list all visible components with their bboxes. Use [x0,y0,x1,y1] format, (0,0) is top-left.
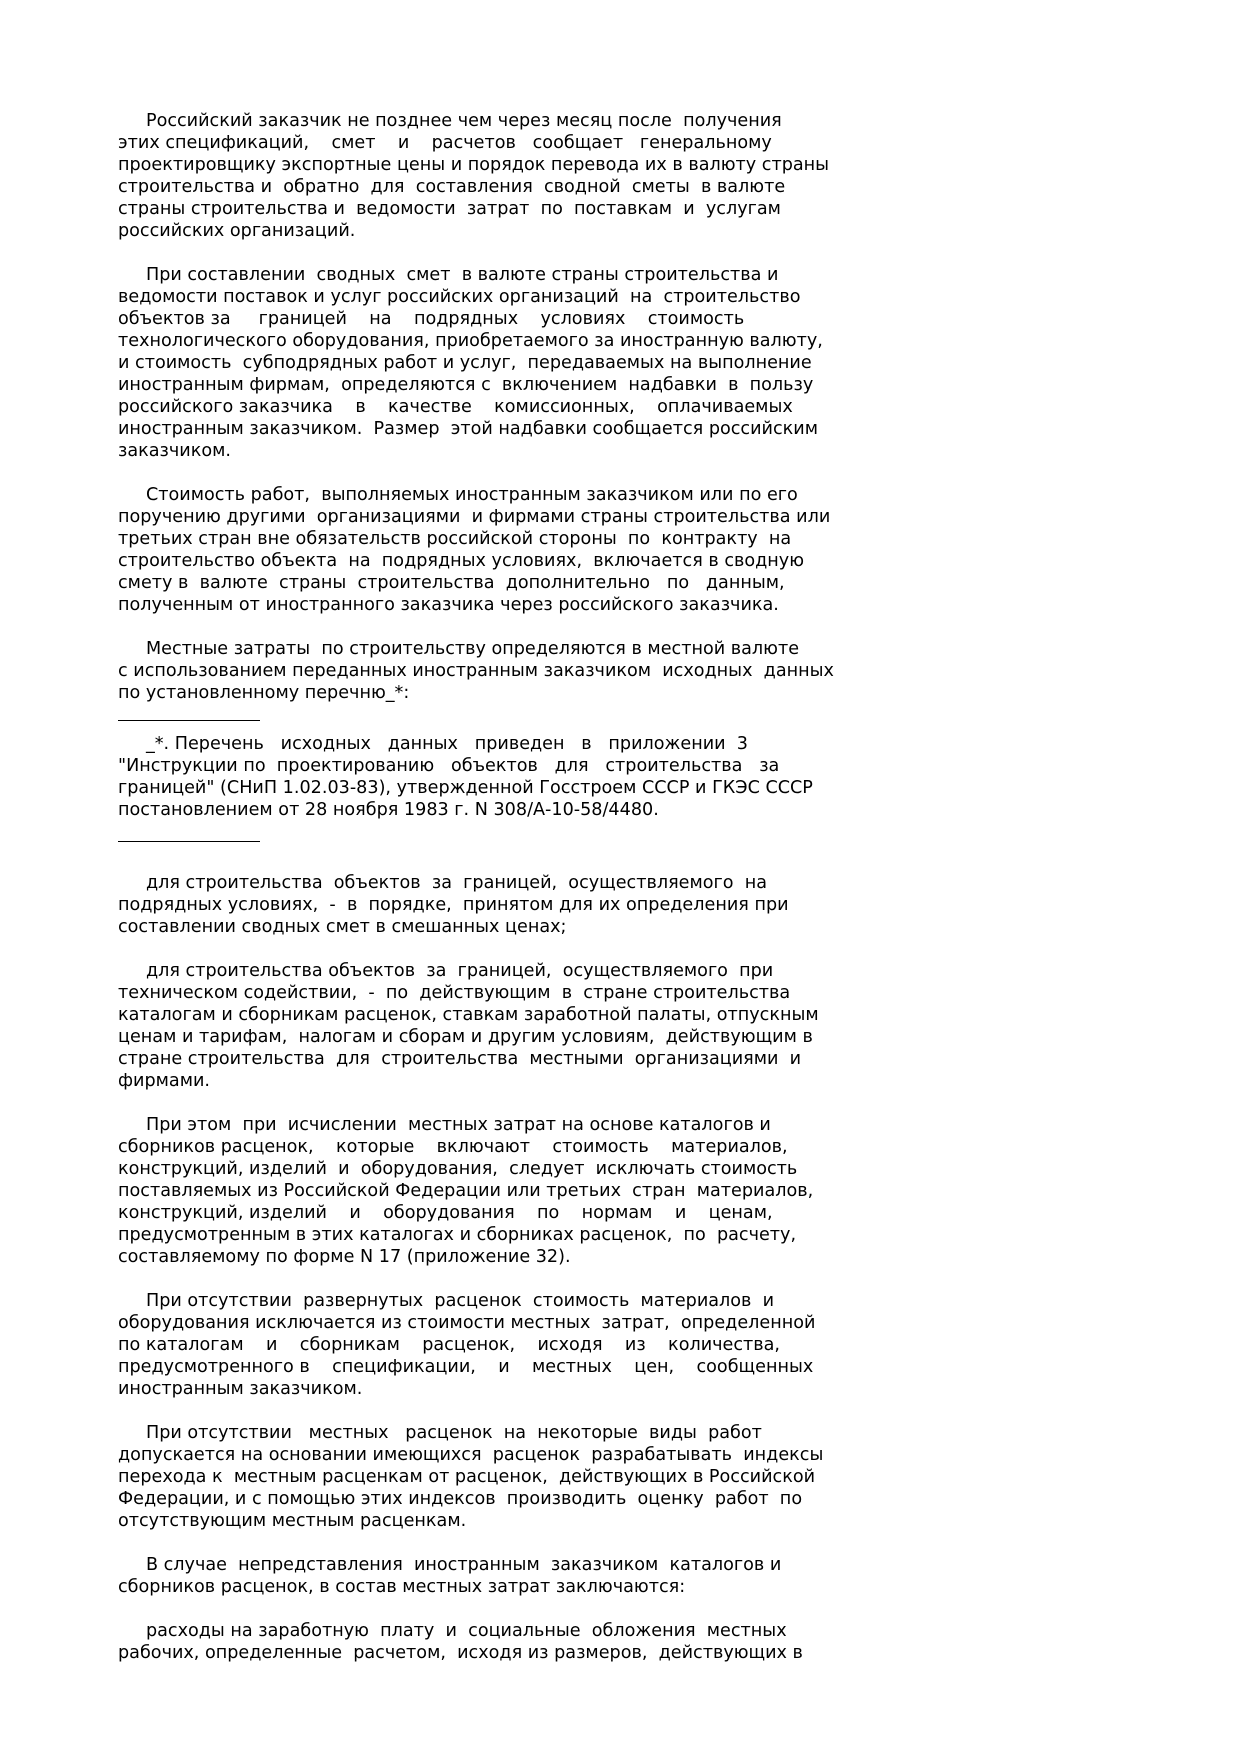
paragraph-after-5 [118,1422,1118,1532]
text-line: предусмотренного в спецификации, и местных цен, сообщенных [118,1357,814,1377]
text-line: Стоимость работ, выполняемых иностранным заказчиком или по его [118,485,798,505]
text-line: с использованием переданных иностранным заказчиком исходных данных [118,661,834,681]
text-line: заказчиком. [118,441,231,461]
text-line: перехода к местным расценкам от расценок, действующих в Российской [118,1467,816,1487]
paragraphs-before-footnote [118,110,1118,704]
paragraph-after-7 [118,1620,1118,1664]
text-line: конструкций, изделий и оборудования по нормам и ценам, [118,1203,773,1223]
text-line: допускается на основании имеющихся расценок разрабатывать индексы [118,1445,824,1465]
text-line: составляемому по форме N 17 (приложение 32). [118,1247,571,1267]
text-line: смету в валюте страны строительства дополнительно по данным, [118,573,785,593]
paragraphs-after-footnote [118,872,1118,1664]
text-line: для строительства объектов за границей, осуществляемого на [118,873,768,893]
text-line: ценам и тарифам, налогам и сборам и другим условиям, действующим в [118,1027,813,1047]
footnote-line: границей" (СНиП 1.02.03-83), утвержденной Госстроем СССР и ГКЭС СССР [118,778,813,798]
paragraph-4 [118,638,1118,704]
footnote [118,733,1118,821]
text-line: расходы на заработную плату и социальные обложения местных [118,1621,787,1641]
paragraph-after-6 [118,1554,1118,1598]
text-line: для строительства объектов за границей, осуществляемого при [118,961,774,981]
text-line: конструкций, изделий и оборудования, следует исключать стоимость [118,1159,798,1179]
text-line: строительства и обратно для составления сводной сметы в валюте [118,177,786,197]
footnote-line: постановлением от 28 ноября 1983 г. N 308/А-10-58/4480. [118,800,659,820]
text-line: третьих стран вне обязательств российской стороны по контракту на [118,529,792,549]
document-page [118,110,1118,1686]
text-line: Российский заказчик не позднее чем через месяц после получения [118,111,782,131]
paragraph-after-4 [118,1290,1118,1400]
paragraph-3 [118,484,1118,616]
text-line: составлении сводных смет в смешанных ценах; [118,917,567,937]
text-line: иностранным заказчиком. Размер этой надбавки сообщается российским [118,419,818,439]
text-line: поручению другими организациями и фирмами страны строительства или [118,507,831,527]
text-line: ведомости поставок и услуг российских организаций на строительство [118,287,801,307]
text-line: страны строительства и ведомости затрат по поставкам и услугам [118,199,781,219]
text-line: предусмотренным в этих каталогах и сборниках расценок, по расчету, [118,1225,797,1245]
text-line: фирмами. [118,1071,210,1091]
text-line: стране строительства для строительства местными организациями и [118,1049,802,1069]
paragraph-1 [118,110,1118,242]
text-line: полученным от иностранного заказчика через российского заказчика. [118,595,779,615]
text-line: При этом при исчислении местных затрат на основе каталогов и [118,1115,771,1135]
text-line: В случае непредставления иностранным заказчиком каталогов и [118,1555,782,1575]
text-line: по установленному перечню_*: [118,683,410,703]
text-line: каталогам и сборникам расценок, ставкам заработной палаты, отпускным [118,1005,819,1025]
footnote-line: "Инструкции по проектированию объектов для строительства за [118,756,780,776]
footnote-separator-top [118,720,260,721]
text-line: объектов за границей на подрядных условиях стоимость [118,309,745,329]
paragraph-2 [118,264,1118,462]
text-line: строительство объекта на подрядных условиях, включается в сводную [118,551,805,571]
text-line: технологического оборудования, приобретаемого за иностранную валюту, [118,331,823,351]
text-line: проектировщику экспортные цены и порядок перевода их в валюту страны [118,155,830,175]
text-line: При отсутствии местных расценок на некоторые виды работ [118,1423,762,1443]
text-line: сборников расценок, которые включают стоимость материалов, [118,1137,788,1157]
paragraph-after-2 [118,960,1118,1092]
text-line: сборников расценок, в состав местных затрат заключаются: [118,1577,686,1597]
text-line: российского заказчика в качестве комиссионных, оплачиваемых [118,397,793,417]
footnote-separator-bottom [118,841,260,842]
paragraph-after-1 [118,872,1118,938]
text-line: поставляемых из Российской Федерации или третьих стран материалов, [118,1181,814,1201]
text-line: российских организаций. [118,221,356,241]
text-line: При отсутствии развернутых расценок стоимость материалов и [118,1291,775,1311]
text-line: подрядных условиях, - в порядке, принятом для их определения при [118,895,789,915]
text-line: техническом содействии, - по действующим в стране строительства [118,983,791,1003]
text-line: оборудования исключается из стоимости местных затрат, определенной [118,1313,816,1333]
text-line: иностранным заказчиком. [118,1379,363,1399]
text-line: по каталогам и сборникам расценок, исходя из количества, [118,1335,781,1355]
text-line: рабочих, определенные расчетом, исходя из размеров, действующих в [118,1643,803,1663]
text-line: отсутствующим местным расценкам. [118,1511,467,1531]
text-line: Федерации, и с помощью этих индексов производить оценку работ по [118,1489,803,1509]
text-line: иностранным фирмам, определяются с включением надбавки в пользу [118,375,814,395]
text-line: и стоимость субподрядных работ и услуг, передаваемых на выполнение [118,353,812,373]
text-line: При составлении сводных смет в валюте страны строительства и [118,265,779,285]
text-line: Местные затраты по строительству определяются в местной валюте [118,639,800,659]
text-line: этих спецификаций, смет и расчетов сообщает генеральному [118,133,772,153]
footnote-line: _*. Перечень исходных данных приведен в приложении 3 [118,734,748,754]
paragraph-after-3 [118,1114,1118,1268]
